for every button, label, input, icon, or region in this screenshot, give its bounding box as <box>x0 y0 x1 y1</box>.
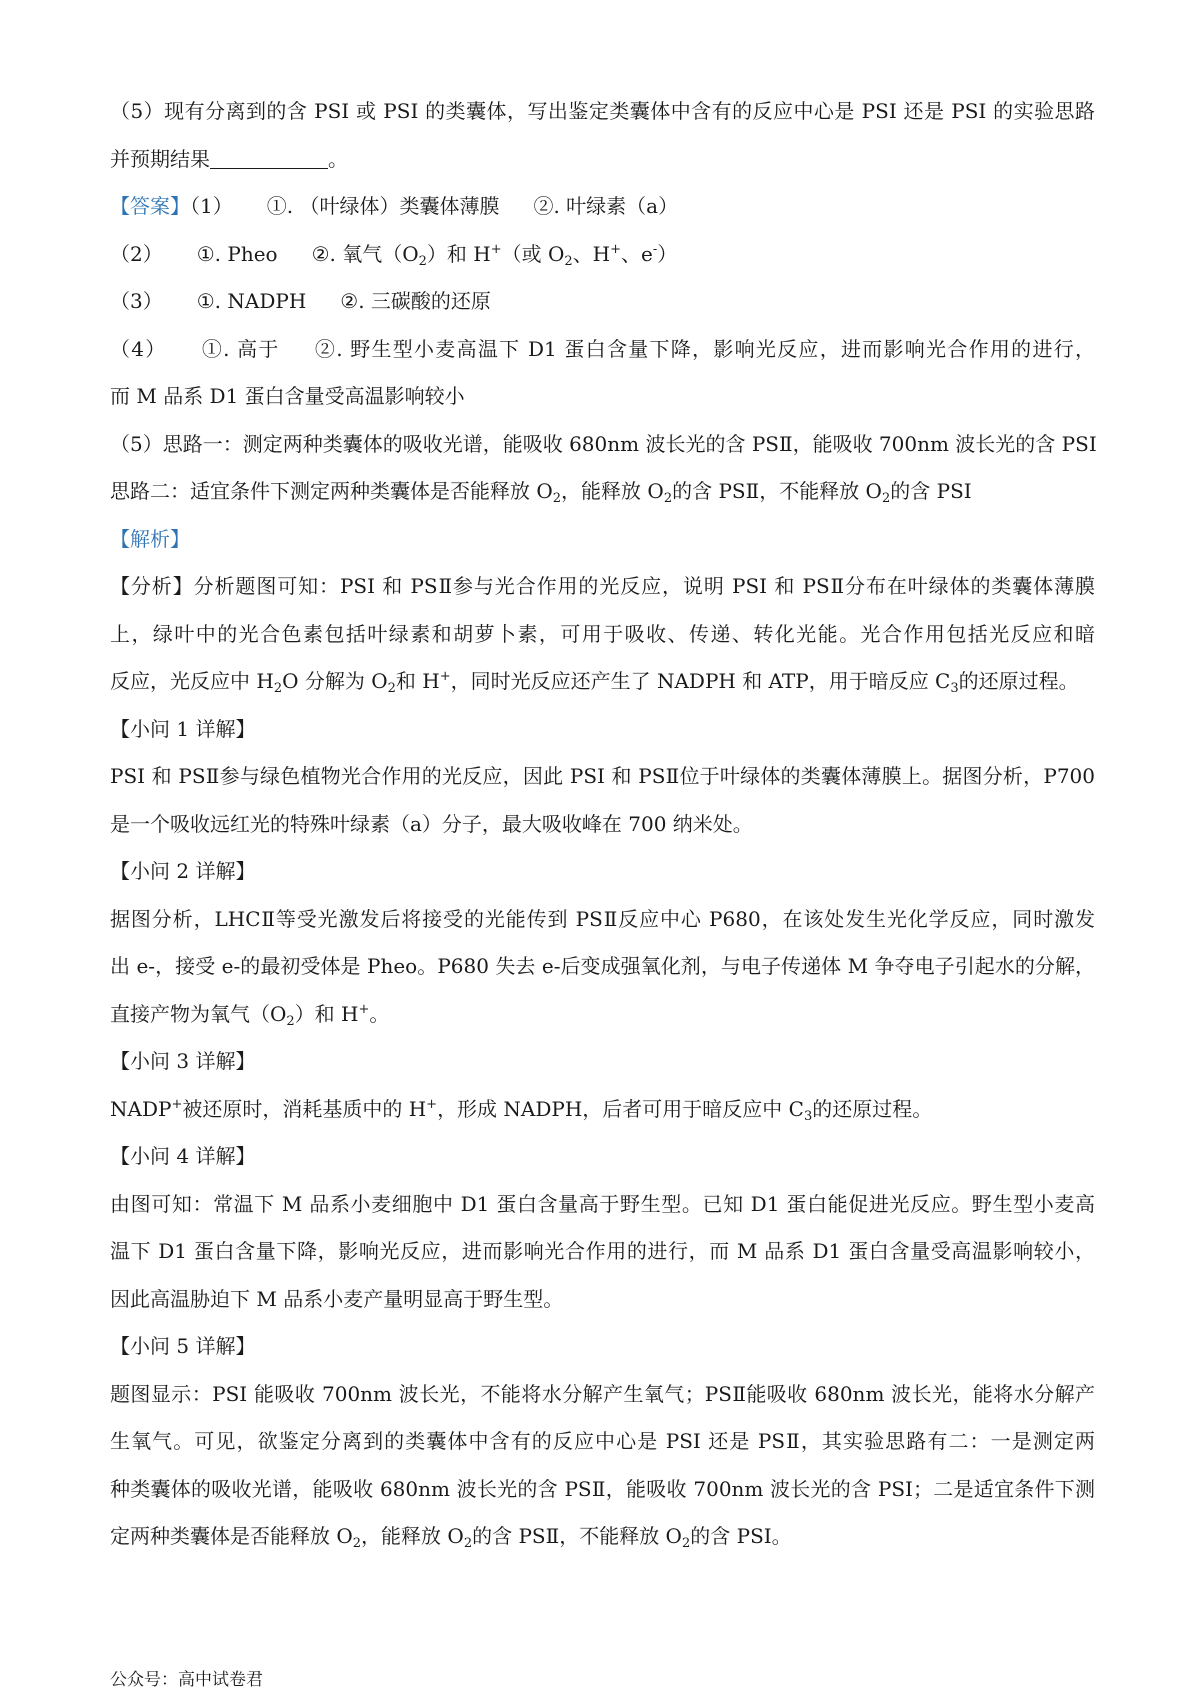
question-5-line-2: 并预期结果 。 <box>110 146 348 171</box>
answer-line-2: （2） ①. Pheo ②. 氧气$(O_2)$和 H+（或 $O_2$、H+、e-） <box>110 241 678 269</box>
subquestion-2-heading: 【小问 2 详解】 <box>110 859 256 883</box>
subquestion-5-heading: 【小问 5 详解】 <box>110 1334 256 1358</box>
subquestion-2-line-2: 出 e-，接受 e-的最初受体是 Pheo。P680 失去 e-后变成强氧化剂，与电子传递体 M 争夺电子引起水的分解， <box>110 954 1095 978</box>
subquestion-5-line-2: 生氧气。可见，欲鉴定分离到的类囊体中含有的反应中心是 PSI 还是 PSⅡ，其实验思路有二：一是测定两 <box>110 1429 1095 1453</box>
subquestion-4-line-1: 由图可知：常温下 M 品系小麦细胞中 D1 蛋白含量高于野生型。已知 D1 蛋白能促进光反应。野生型小麦高 <box>110 1191 1095 1216</box>
answer-line-5-cont: 思路二：适宜条件下测定两种类囊体是否能释放 $O_2$，能释放 $O_2$的含 PSⅡ，不能释放 $O_2$的含 PSI <box>110 479 972 506</box>
footer-watermark: 公众号：高中试卷君 <box>110 1670 263 1690</box>
subquestion-4-line-3: 因此高温胁迫下 M 品系小麦产量明显高于野生型。 <box>110 1286 564 1311</box>
analysis-line-2: 上，绿叶中的光合色素包括叶绿素和胡萝卜素，可用于吸收、传递、转化光能。光合作用包括光反应和暗 <box>110 621 1095 646</box>
subquestion-4-line-2: 温下 D1 蛋白含量下降，影响光反应，进而影响光合作用的进行，而 M 品系 D1 蛋白含量受高温影响较小， <box>110 1239 1095 1263</box>
subquestion-2-line-1: 据图分析，LHCⅡ等受光激发后将接受的光能传到 PSⅡ反应中心 P680，在该处发生光化学反应，同时激发 <box>110 906 1095 931</box>
answer-line-4-cont: 而 M 品系 D1 蛋白含量受高温影响较小 <box>110 384 465 408</box>
subquestion-1-line-1: PSI 和 PSⅡ参与绿色植物光合作用的光反应，因此 PSI 和 PSⅡ位于叶绿体的类囊体薄膜上。据图分析，P700 <box>110 764 1095 788</box>
subquestion-4-heading: 【小问 4 详解】 <box>110 1144 256 1168</box>
subquestion-2-line-3: 直接产物为氧气$(O_2)$和 H+。 <box>110 1001 390 1029</box>
answer-line-3: （3） ①. NADPH ②. 三碳酸的还原 <box>110 289 491 313</box>
subquestion-5-line-1: 题图显示：PSI 能吸收 700nm 波长光，不能将水分解产生氧气；PSⅡ能吸收 680nm 波长光，能将水分解产 <box>110 1381 1095 1406</box>
subquestion-5-line-4: 定两种类囊体是否能释放 $O_2$，能释放 $O_2$的含 PSⅡ，不能释放 $O_2$的含 PSI。 <box>110 1524 792 1551</box>
answer-blank <box>210 148 328 169</box>
answer-tag: 【答案】 <box>110 194 190 218</box>
document-body <box>110 88 1095 1561</box>
answer-line-1: 【答案】（1） ①. （叶绿体）类囊体薄膜 ②. 叶绿素（a） <box>110 194 679 218</box>
analysis-tag: 【解析】 <box>110 526 190 551</box>
question-5-line-1: （5）现有分离到的含 PSI 或 PSI 的类囊体，写出鉴定类囊体中含有的反应中心是 PSI 还是 PSI 的实验思路 <box>110 99 1095 123</box>
answer-line-5: （5）思路一：测定两种类囊体的吸收光谱，能吸收 680nm 波长光的含 PSⅡ，能吸收 700nm 波长光的含 PSI <box>110 431 1097 456</box>
answer-line-4: （4） ①. 高于 ②. 野生型小麦高温下 D1 蛋白含量下降，影响光反应，进而影响光合作用的进行， <box>110 336 1095 361</box>
subquestion-1-line-2: 是一个吸收远红光的特殊叶绿素（a）分子，最大吸收峰在 700 纳米处。 <box>110 811 753 836</box>
subquestion-3-line-1: NADP+被还原时，消耗基质中的 H+，形成 NADPH，后者可用于暗反应中 $C_3$的还原过程。 <box>110 1096 933 1124</box>
analysis-line-3: 反应，光反应中 $H_2O$ 分解为 $O_2$和 H+，同时光反应还产生了 NADPH 和 ATP，用于暗反应 $C_3$的还原过程。 <box>110 669 1079 696</box>
subquestion-5-line-3: 种类囊体的吸收光谱，能吸收 680nm 波长光的含 PSⅡ，能吸收 700nm 波长光的含 PSI；二是适宜条件下测 <box>110 1476 1095 1501</box>
subquestion-3-heading: 【小问 3 详解】 <box>110 1049 256 1073</box>
subquestion-1-heading: 【小问 1 详解】 <box>110 716 256 741</box>
analysis-line-1: 【分析】分析题图可知：PSI 和 PSⅡ参与光合作用的光反应，说明 PSI 和 PSⅡ分布在叶绿体的类囊体薄膜 <box>110 574 1095 598</box>
